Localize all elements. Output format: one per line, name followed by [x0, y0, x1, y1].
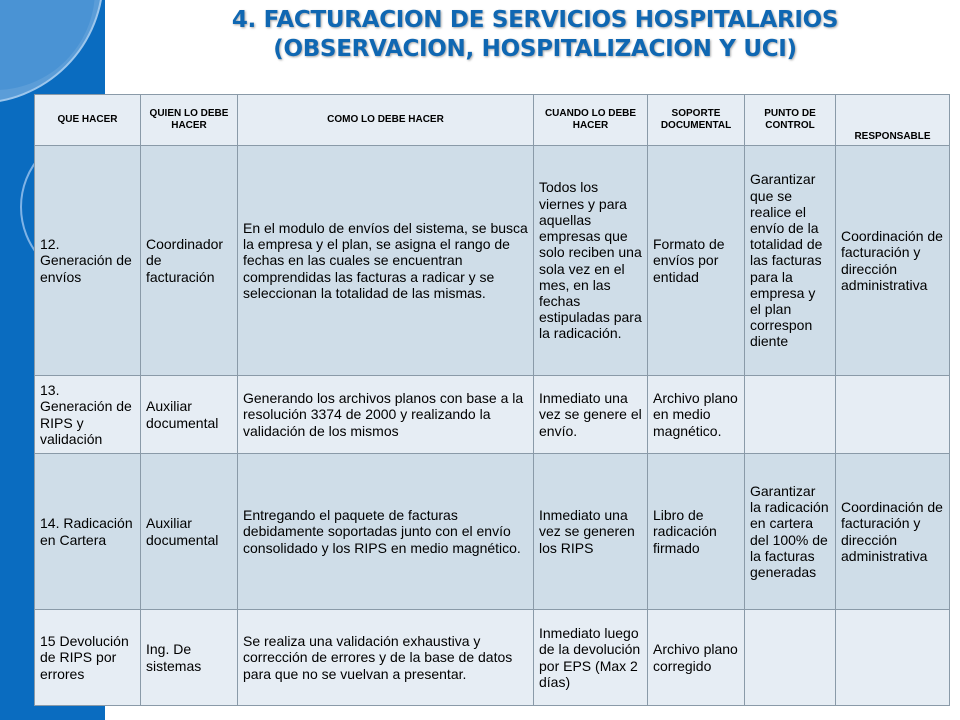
- table-cell: Garantizar la radicación en cartera del 100% de la facturas generadas: [745, 454, 836, 610]
- table-row: [35, 610, 950, 706]
- header-cuando-lo-debe-hacer: CUANDO LO DEBE HACER: [534, 95, 648, 146]
- table-cell: [836, 610, 950, 706]
- table-cell: Inmediato luego de la devolución por EPS (Max 2 días): [534, 610, 648, 706]
- title-line-1: 4. FACTURACION DE SERVICIOS HOSPITALARIOS: [231, 7, 839, 33]
- title-line-2: (OBSERVACION, HOSPITALIZACION Y UCI): [273, 36, 797, 62]
- table-cell: [836, 376, 950, 454]
- table-row: [35, 454, 950, 610]
- table-cell: Todos los viernes y para aquellas empresas que solo reciben una sola vez en el mes, en las fechas estipuladas para la radicación.: [534, 146, 648, 376]
- table-cell: Se realiza una validación exhaustiva y corrección de errores y de la base de datos para que no se vuelvan a presentar.: [238, 610, 534, 706]
- table-cell: Auxiliar documental: [141, 454, 238, 610]
- table-cell: 12. Generación de envíos: [35, 146, 141, 376]
- table-cell: Entregando el paquete de facturas debidamente soportadas junto con el envío consolidado y los RIPS en medio magnético.: [238, 454, 534, 610]
- table-cell: Formato de envíos por entidad: [648, 146, 745, 376]
- table-cell: 15 Devolución de RIPS por errores: [35, 610, 141, 706]
- header-quien-lo-debe-hacer: QUIEN LO DEBE HACER: [141, 95, 238, 146]
- table-cell: Archivo plano corregido: [648, 610, 745, 706]
- header-punto-de-control: PUNTO DE CONTROL: [745, 95, 836, 146]
- table-cell: Coordinación de facturación y dirección administrativa: [836, 146, 950, 376]
- header-soporte-documental: SOPORTE DOCUMENTAL: [648, 95, 745, 146]
- page-title: [120, 6, 950, 64]
- header-como-lo-debe-hacer: COMO LO DEBE HACER: [238, 95, 534, 146]
- table-cell: [745, 376, 836, 454]
- table-cell: Generando los archivos planos con base a la resolución 3374 de 2000 y realizando la validación de los mismos: [238, 376, 534, 454]
- table-cell: Coordinación de facturación y dirección administrativa: [836, 454, 950, 610]
- table-cell: Ing. De sistemas: [141, 610, 238, 706]
- table-cell: 14. Radicación en Cartera: [35, 454, 141, 610]
- table-cell: En el modulo de envíos del sistema, se busca la empresa y el plan, se asigna el rango de fechas en las cuales se encuentran comprendidas las facturas a radicar y se seleccionan la totalidad de las mismas.: [238, 146, 534, 376]
- table-cell: Garantizar que se realice el envío de la totalidad de las facturas para la empresa y el plan correspon diente: [745, 146, 836, 376]
- table-cell: 13. Generación de RIPS y validación: [35, 376, 141, 454]
- header-que-hacer: QUE HACER: [35, 95, 141, 146]
- table-cell: Coordinador de facturación: [141, 146, 238, 376]
- table-row: [35, 146, 950, 376]
- header-responsable: RESPONSABLE: [836, 95, 950, 146]
- table-cell: [745, 610, 836, 706]
- table-cell: Inmediato una vez se genere el envío.: [534, 376, 648, 454]
- process-table: [34, 94, 950, 706]
- table-row: [35, 376, 950, 454]
- table-cell: Libro de radicación firmado: [648, 454, 745, 610]
- table-cell: Auxiliar documental: [141, 376, 238, 454]
- table-cell: Inmediato una vez se generen los RIPS: [534, 454, 648, 610]
- table-cell: Archivo plano en medio magnético.: [648, 376, 745, 454]
- table-header-row: [35, 95, 950, 146]
